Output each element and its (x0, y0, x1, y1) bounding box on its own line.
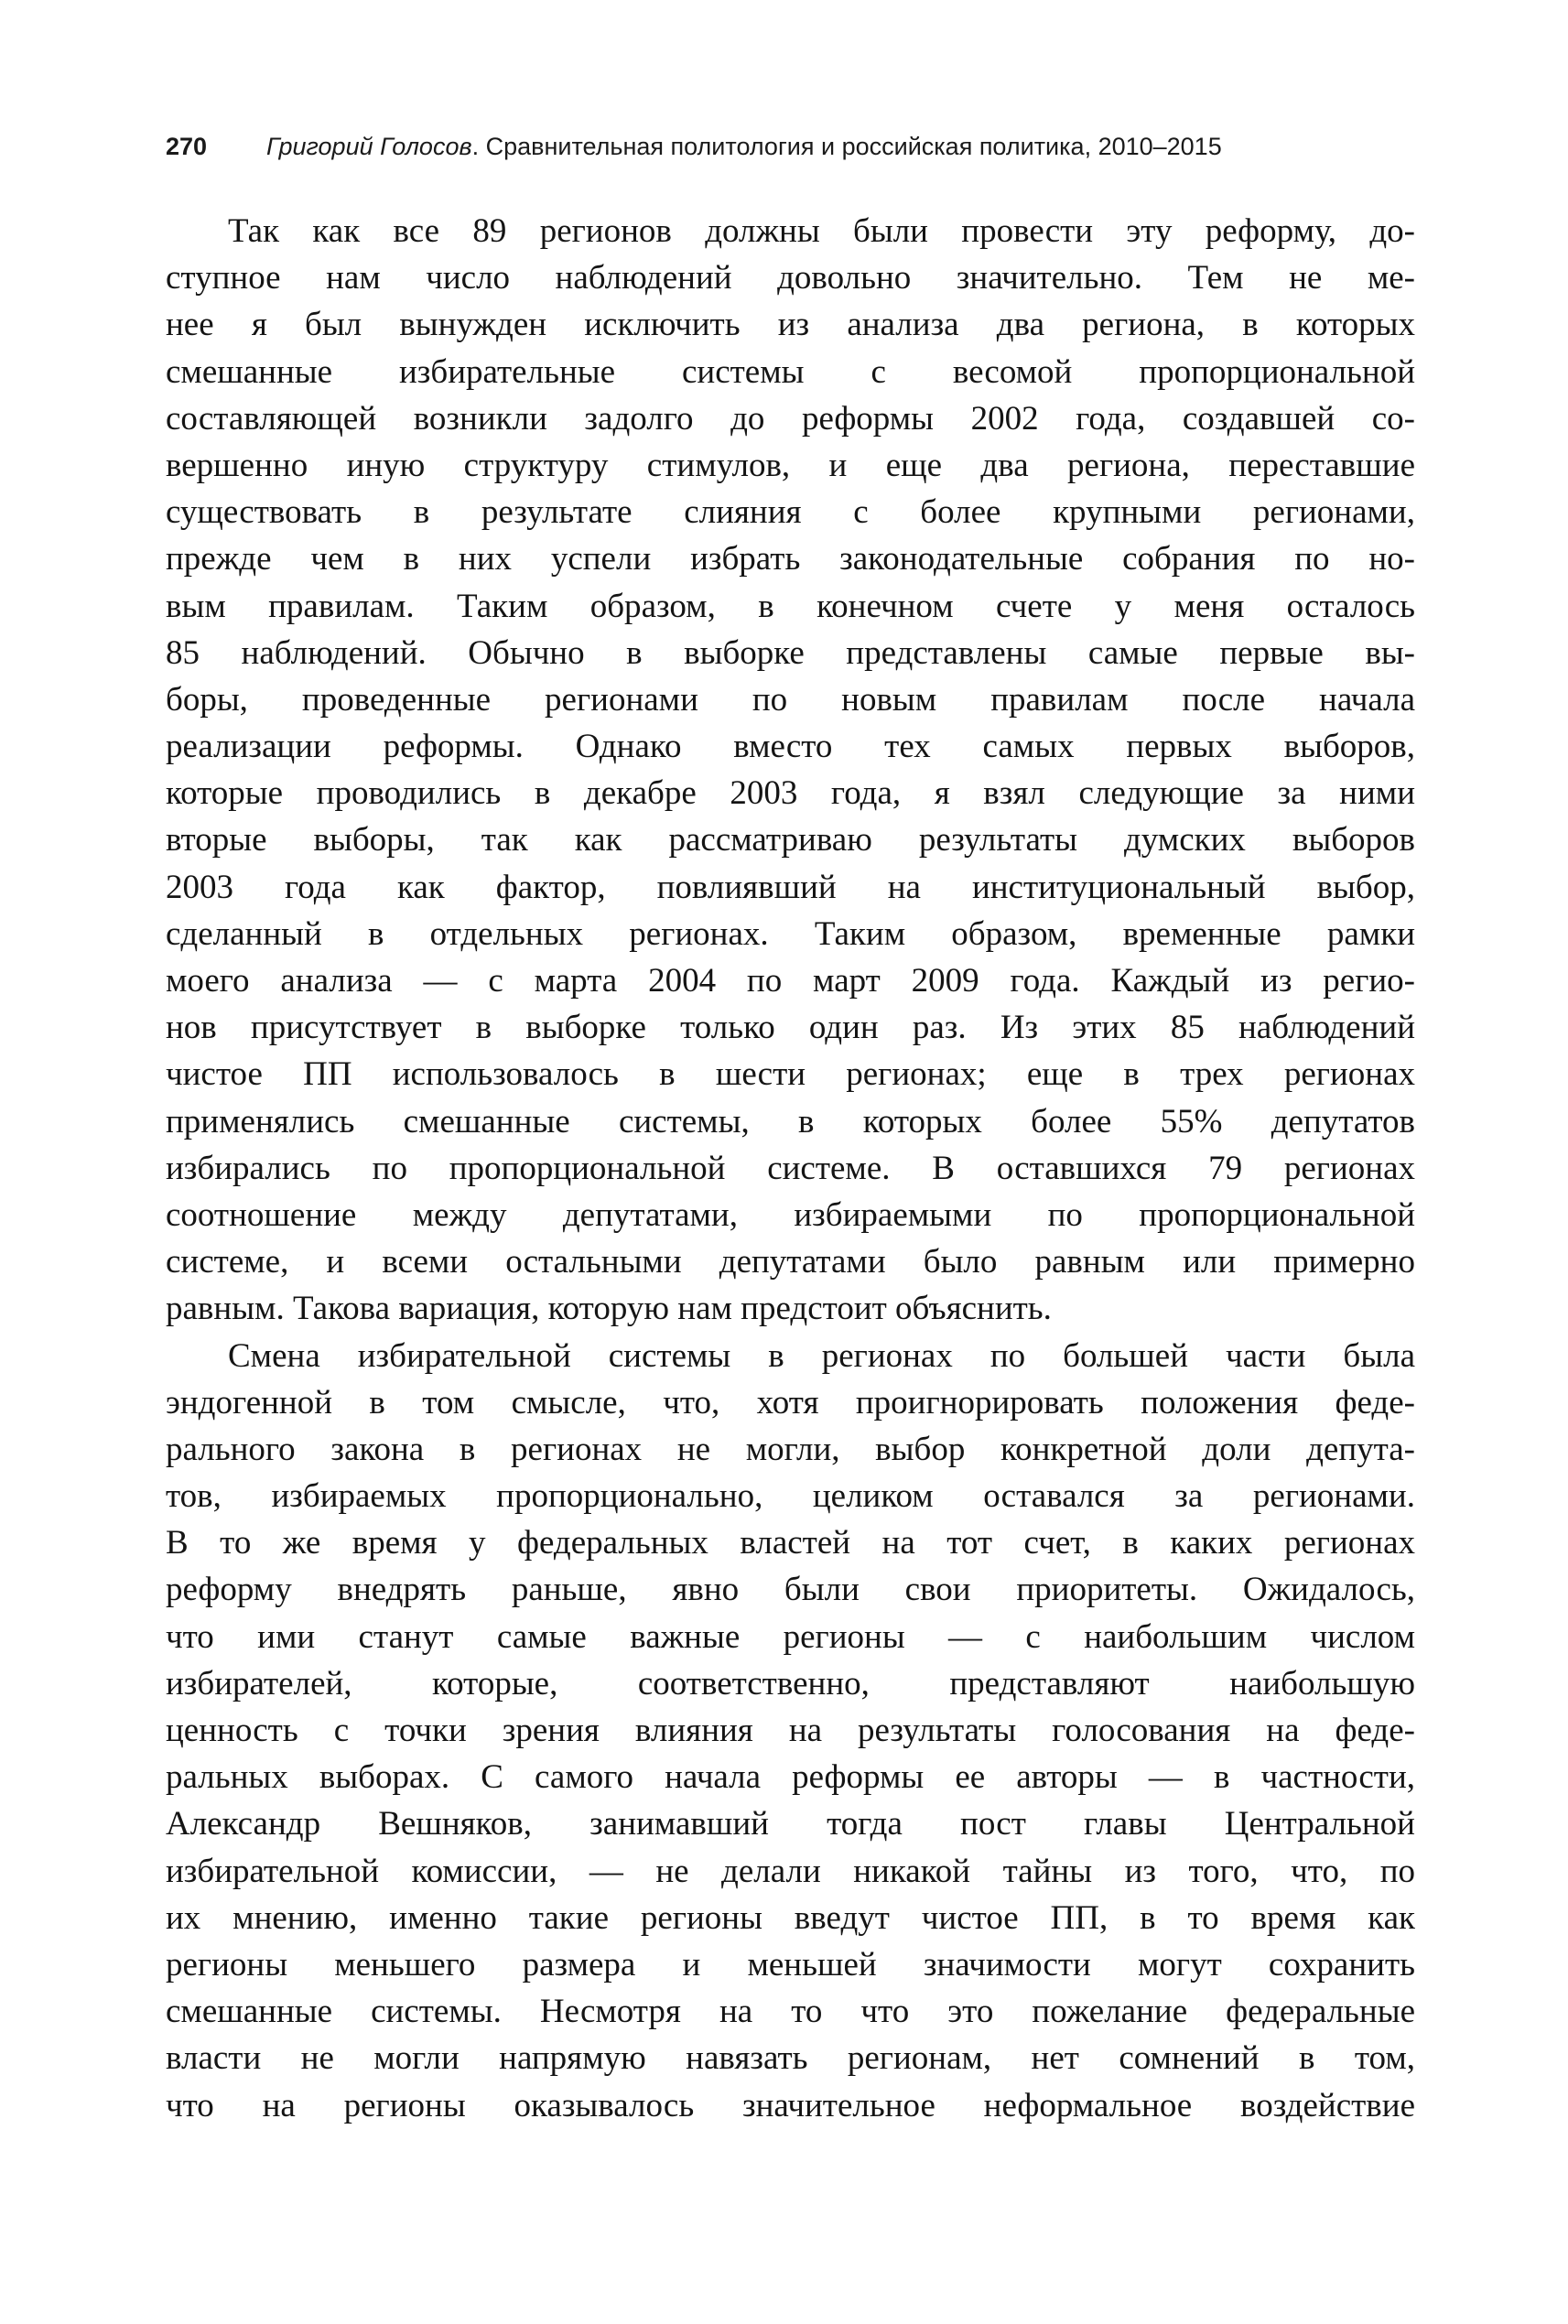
text-line: ральных выборах. С самого начала реформы ее авторы — в частности, (166, 1758, 1415, 1797)
text-line: 2003 года как фактор, повлиявший на институциональный выбор, (166, 868, 1415, 906)
text-line: 85 наблюдений. Обычно в выборке представлены самые первые вы- (166, 633, 1415, 672)
running-head (166, 128, 1415, 165)
text-line: которые проводились в декабре 2003 года, я взял следующие за ними (166, 774, 1415, 813)
text-line: избирателей, которые, соответственно, представляют наибольшую (166, 1664, 1415, 1702)
text-line: системе, и всеми остальными депутатами было равным или примерно (166, 1243, 1415, 1281)
text-line: избирательной комиссии, — не делали никакой тайны из того, что, по (166, 1852, 1415, 1890)
text-line: реализации реформы. Однако вместо тех самых первых выборов, (166, 728, 1415, 766)
text-line: власти не могли напрямую навязать регионам, нет сомнений в том, (166, 2039, 1415, 2078)
text-line: смешанные системы. Несмотря на то что это пожелание федеральные (166, 1993, 1415, 2031)
text-line: регионы меньшего размера и меньшей значимости могут сохранить (166, 1945, 1415, 1984)
text-line: их мнению, именно такие регионы введут чистое ПП, в то время как (166, 1898, 1415, 1937)
text-line: рального закона в регионах не могли, выбор конкретной доли депута- (166, 1430, 1415, 1468)
text-line: равным. Такова вариация, которую нам предстоит объяснить. (166, 1290, 1052, 1328)
text-line: чистое ПП использовалось в шести регионах; еще в трех регионах (166, 1055, 1415, 1094)
text-line: составляющей возникли задолго до реформы 2002 года, создавшей со- (166, 399, 1415, 438)
text-line: применялись смешанные системы, в которых более 55% депутатов (166, 1102, 1415, 1140)
text-line: ступное нам число наблюдений довольно значительно. Тем не ме- (166, 259, 1415, 297)
text-line: что на регионы оказывалось значительное неформальное воздействие (166, 2086, 1415, 2124)
text-line: реформу внедрять раньше, явно были свои приоритеты. Ожидалось, (166, 1571, 1415, 1609)
text-line: тов, избираемых пропорционально, целиком оставался за регионами. (166, 1477, 1415, 1516)
text-line: существовать в результате слияния с более крупными регионами, (166, 493, 1415, 532)
text-line: вершенно иную структуру стимулов, и еще два региона, переставшие (166, 446, 1415, 484)
page-number: 270 (166, 133, 208, 160)
text-line: Александр Вешняков, занимавший тогда пост главы Центральной (166, 1805, 1415, 1843)
paragraph (166, 1333, 1415, 2129)
text-line: боры, проведенные регионами по новым правилам после начала (166, 680, 1415, 719)
text-line: прежде чем в них успели избрать законодательные собрания по но- (166, 540, 1415, 578)
text-line: сделанный в отдельных регионах. Таким образом, временные рамки (166, 914, 1415, 953)
text-line: избирались по пропорциональной системе. В оставшихся 79 регионах (166, 1149, 1415, 1187)
header-separator: . (471, 133, 486, 160)
text-line: эндогенной в том смысле, что, хотя проигнорировать положения феде- (166, 1383, 1415, 1421)
text-line: вым правилам. Таким образом, в конечном счете у меня осталось (166, 587, 1415, 625)
text-line: смешанные избирательные системы с весомой пропорциональной (166, 352, 1415, 391)
text-line: В то же время у федеральных властей на тот счет, в каких регионах (166, 1524, 1415, 1562)
text-line: Смена избирательной системы в регионах по большей части была (228, 1336, 1415, 1375)
header-author: Григорий Голосов (266, 133, 472, 160)
text-line: Так как все 89 регионов должны были провести эту реформу, до- (228, 212, 1415, 250)
paragraph (166, 208, 1415, 1333)
body-text (166, 208, 1415, 2129)
text-line: вторые выборы, так как рассматриваю результаты думских выборов (166, 821, 1415, 859)
text-line: соотношение между депутатами, избираемыми по пропорциональной (166, 1195, 1415, 1234)
text-line: нее я был вынужден исключить из анализа два региона, в которых (166, 306, 1415, 344)
header-book-title: Сравнительная политология и российская политика, 2010–2015 (485, 133, 1222, 160)
text-line: что ими станут самые важные регионы — с наибольшим числом (166, 1617, 1415, 1656)
text-line: нов присутствует в выборке только один раз. Из этих 85 наблюдений (166, 1009, 1415, 1047)
text-line: ценность с точки зрения влияния на результаты голосования на феде- (166, 1712, 1415, 1749)
text-line: моего анализа — с марта 2004 по март 2009 года. Каждый из регио- (166, 962, 1415, 1000)
